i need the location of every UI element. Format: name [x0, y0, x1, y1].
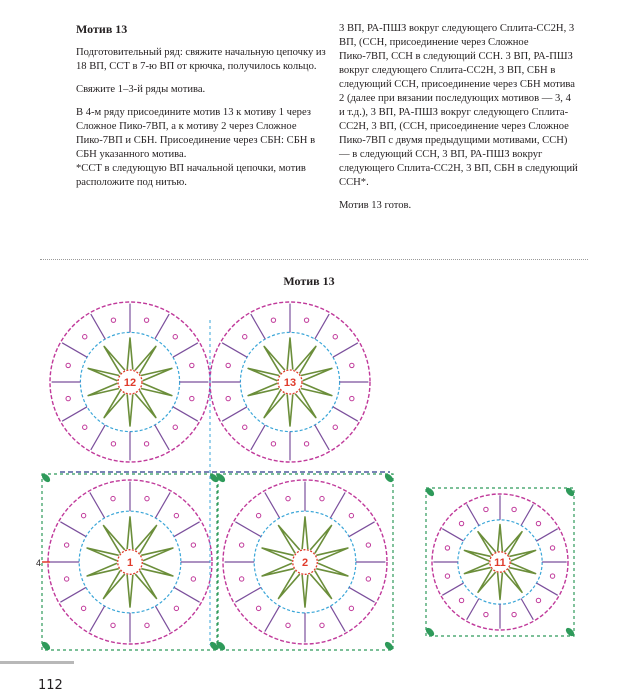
side-label: 4: [36, 558, 42, 568]
left-text-column: [76, 22, 330, 199]
paragraph-instructions: 3 ВП, РА-ПШЗ вокруг следующего Сплита-СС2Н, 3 ВП, (ССН, присоединение через Сложное Пико-7ВП, ССН в следующий ССН. 3 ВП, РА-ПШЗ вокруг следующего Сплита-СС2Н, 3 ВП, СБН в следующий ССН, присоединение через СБН мотива 2 (далее при вязании последующих мотивов — 3, 4 и т.д.), 3 ВП, РА-ПШЗ вокруг следующего Сплита-СС2Н, 3 ВП, (ССН, присоединение через Сложное Пико-7ВП с двумя предыдущими мотивами, ССН) — в следующий ССН, 3 ВП, РА-ПШЗ вокруг следующего Сплита-СС2Н, 3 ВП, СБН в следующий ССН*.: [339, 23, 578, 188]
figure-title: Мотив 13: [283, 274, 335, 288]
page-number: 112: [38, 678, 63, 693]
motif-label: 1: [126, 557, 134, 569]
paragraph-rows-1-3: Свяжите 1–3-й ряды мотива.: [76, 84, 206, 95]
motif-2: [215, 472, 394, 651]
motif-12: [50, 302, 210, 462]
motif-13: [210, 302, 370, 462]
crochet-diagram: [30, 300, 590, 655]
footer-bar: [0, 661, 74, 664]
paragraph-prep-row: Подготовительный ряд: свяжите начальную цепочку из 18 ВП, ССТ в 7-ю ВП от крючка, получилось кольцо.: [76, 47, 326, 72]
paragraph-note: *ССТ в следующую ВП начальной цепочки, мотив расположите под нитью.: [76, 163, 306, 188]
right-text-column: [339, 22, 579, 222]
paragraph-row-4: В 4-м ряду присоедините мотив 13 к мотиву 1 через Сложное Пико-7ВП, а к мотиву 2 через Сложное Пико-7ВП и СБН. Присоединение через СБН: СБН в СБН указанного мотива.: [76, 107, 316, 160]
section-heading: Мотив 13: [76, 22, 128, 36]
motif-label: 12: [123, 377, 137, 389]
motif-label: 11: [494, 557, 506, 569]
paragraph-done: Мотив 13 готов.: [339, 200, 412, 211]
motif-1: [40, 472, 219, 651]
section-divider: [40, 259, 588, 260]
motif-label: 13: [283, 377, 297, 389]
motif-label: 2: [301, 557, 309, 569]
motif-11: [424, 486, 575, 637]
